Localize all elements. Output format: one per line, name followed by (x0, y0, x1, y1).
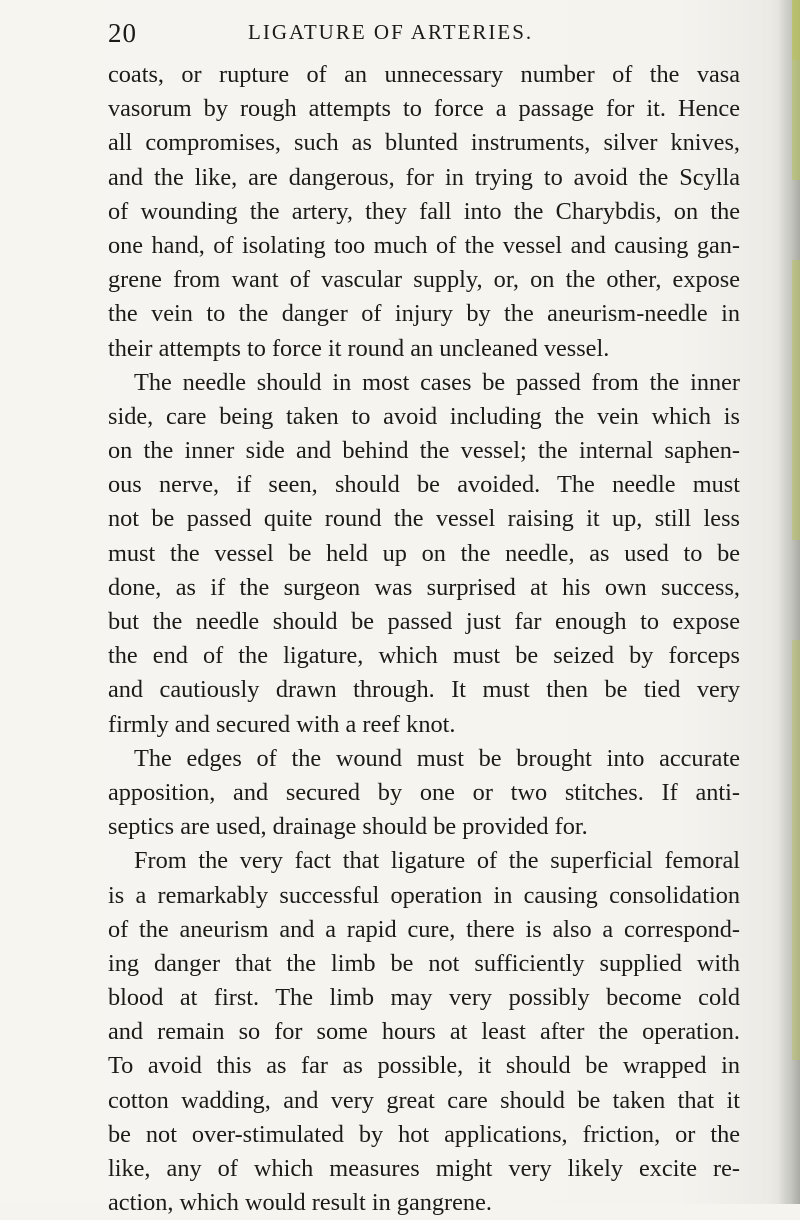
text-line: blood at first. The limb may very possibly become cold (108, 984, 740, 1012)
text-line: cotton wadding, and very great care should be taken that it (108, 1086, 740, 1114)
text-line: of wounding the artery, they fall into the Charybdis, on the (108, 197, 740, 225)
text-line: done, as if the surgeon was surprised at his own success, (108, 573, 740, 601)
text-line: ous nerve, if seen, should be avoided. The needle must (108, 471, 740, 499)
text-line: and cautiously drawn through. It must then be tied very (108, 676, 740, 704)
text-line: apposition, and secured by one or two stitches. If anti- (108, 778, 740, 806)
page-edge-stain (792, 260, 800, 540)
text-line: but the needle should be passed just far enough to expose (108, 608, 740, 635)
text-line: The needle should in most cases be passed from the inner (134, 368, 740, 396)
text-line: vasorum by rough attempts to force a passage for it. Hence (108, 95, 740, 123)
text-line: not be passed quite round the vessel raising it up, still less (108, 505, 740, 533)
text-line: firmly and secured with a reef knot. (108, 710, 456, 738)
text-line: septics are used, drainage should be provided for. (108, 813, 588, 841)
text-line: To avoid this as far as possible, it should be wrapped in (108, 1052, 740, 1080)
text-line: is a remarkably successful operation in causing consolidation (108, 881, 740, 909)
text-line: of the aneurism and a rapid cure, there is also a correspond- (108, 915, 740, 943)
page-header (108, 18, 720, 52)
text-line: all compromises, such as blunted instruments, silver knives, (108, 129, 740, 157)
text-line: on the inner side and behind the vessel; the internal saphen- (108, 437, 740, 465)
text-line: and the like, are dangerous, for in trying to avoid the Scylla (108, 163, 740, 191)
text-line: must the vessel be held up on the needle, as used to be (108, 539, 740, 567)
text-line: From the very fact that ligature of the superficial femoral (134, 847, 740, 875)
text-line: be not over-stimulated by hot applications, friction, or the (108, 1120, 740, 1148)
body-text (108, 58, 740, 1220)
text-line: action, which would result in gangrene. (108, 1189, 492, 1217)
text-line: their attempts to force it round an uncleaned vessel. (108, 334, 610, 362)
text-line: The edges of the wound must be brought into accurate (134, 744, 740, 772)
text-line: and remain so for some hours at least after the operation. (108, 1018, 740, 1046)
text-line: the vein to the danger of injury by the aneurism-needle in (108, 300, 740, 328)
text-line: side, care being taken to avoid including the vein which is (108, 402, 740, 430)
text-line: like, any of which measures might very likely excite re- (108, 1155, 740, 1182)
text-line: the end of the ligature, which must be seized by forceps (108, 642, 740, 670)
text-line: coats, or rupture of an unnecessary number of the vasa (108, 61, 740, 88)
text-line: grene from want of vascular supply, or, on the other, expose (108, 266, 740, 294)
page-edge-stain (792, 640, 800, 1060)
page-edge-stain (792, 0, 800, 60)
page-number: 20 (108, 18, 137, 48)
page-edge-stain (792, 60, 800, 180)
text-line: ing danger that the limb be not sufficiently supplied with (108, 949, 740, 977)
running-title: LIGATURE OF ARTERIES. (248, 20, 534, 44)
text-line: one hand, of isolating too much of the vessel and causing gan- (108, 231, 740, 259)
